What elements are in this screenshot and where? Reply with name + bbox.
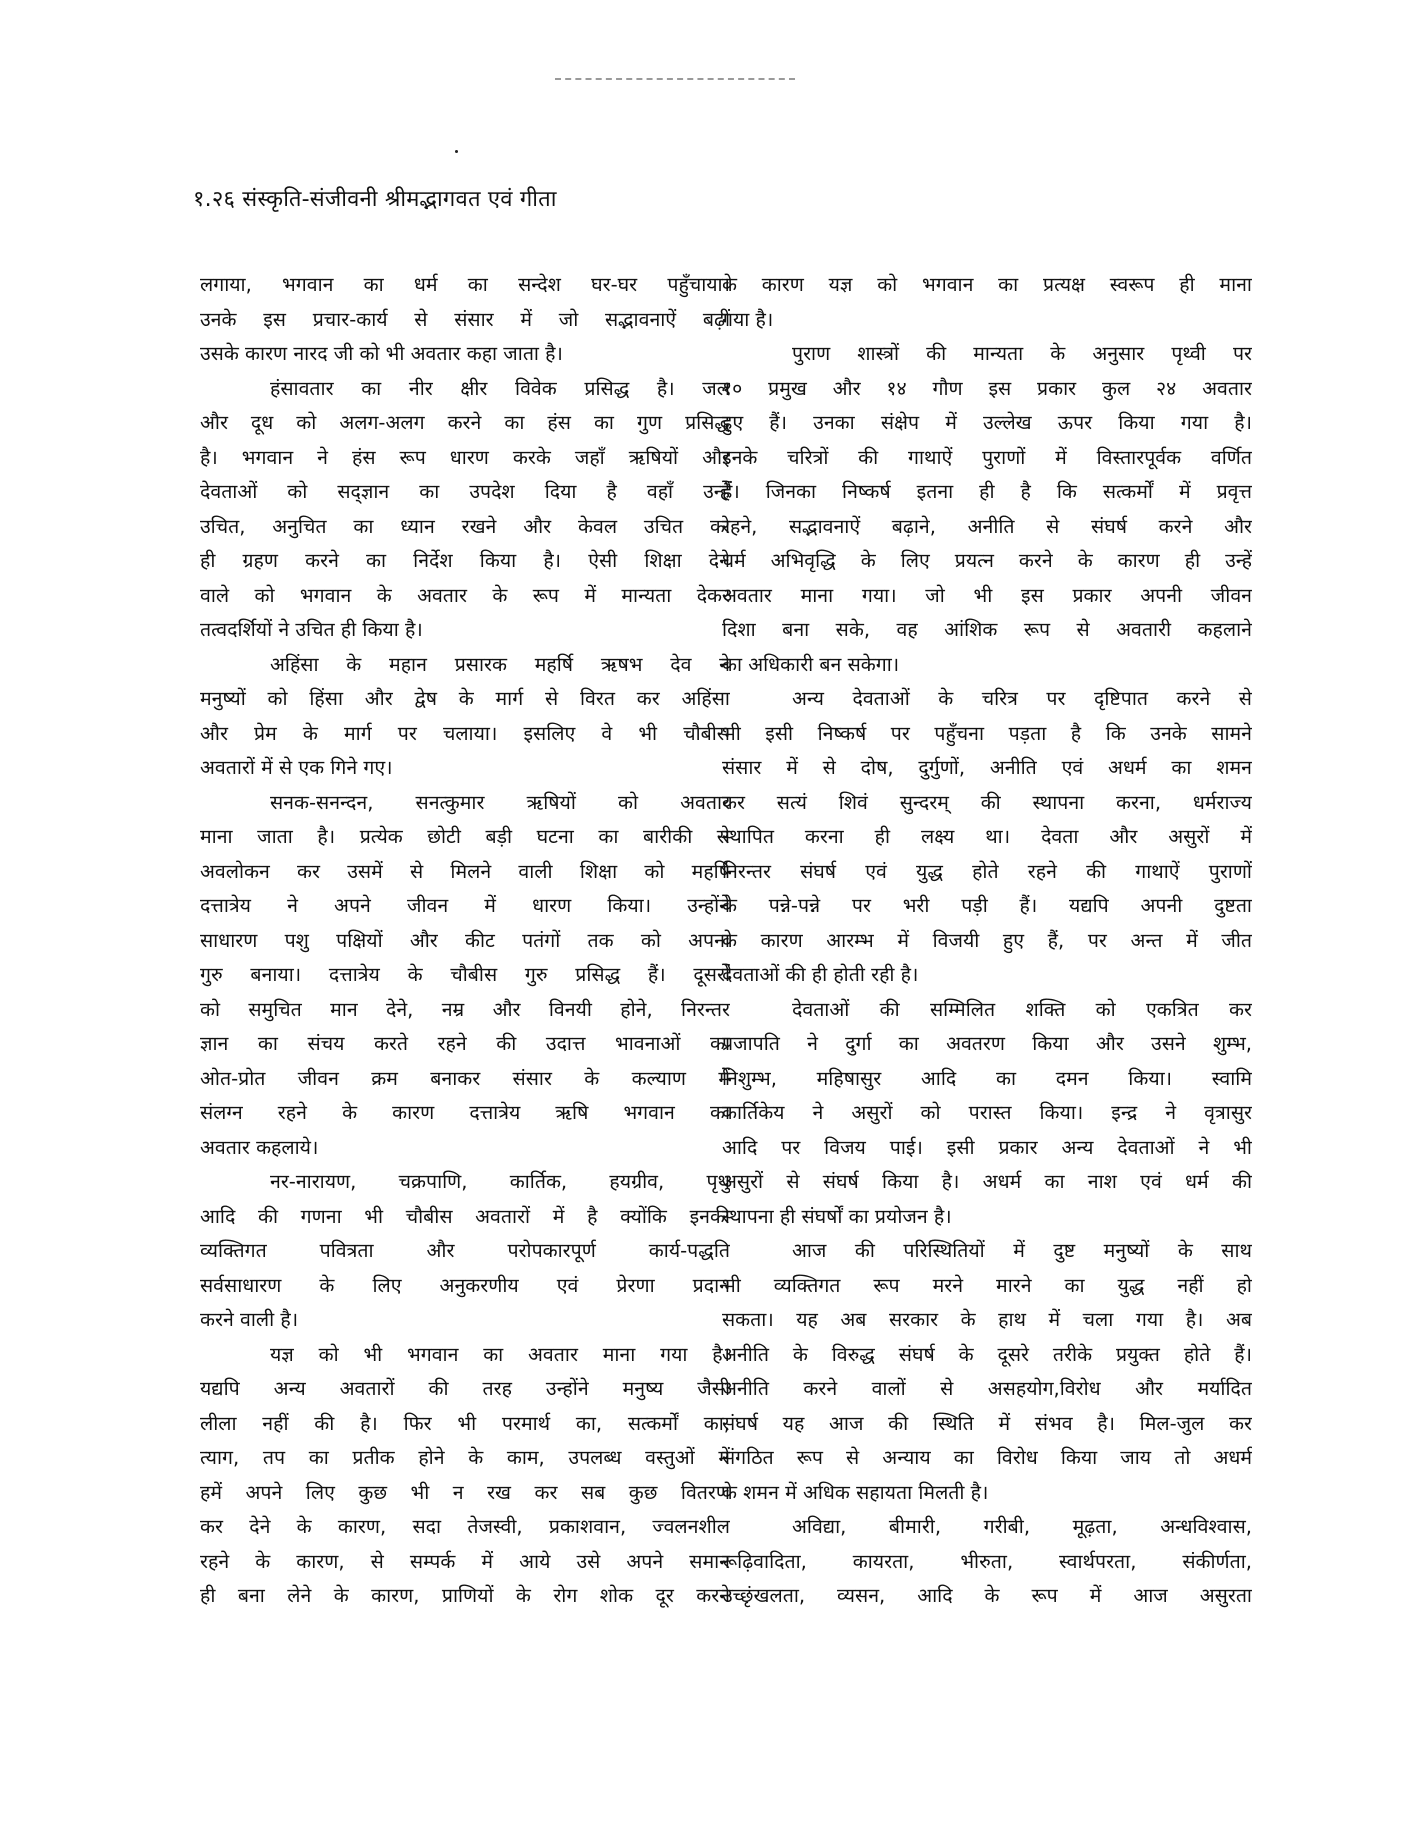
text-line: १० प्रमुख और १४ गौण इस प्रकार कुल २४ अवतार	[722, 376, 1252, 400]
paragraph-first-line: अन्य देवताओं के चरित्र पर दृष्टिपात करने से	[792, 687, 1252, 710]
scan-header-rule	[555, 78, 795, 80]
text-line: उनके इस प्रचार-कार्य से संसार में जो सद्भावनाऐं बढ़ीं	[200, 307, 730, 331]
text-line: संघर्ष यह आज की स्थिति में संभव है। मिल-जुल कर	[722, 1411, 1252, 1435]
text-line: मनुष्यों को हिंसा और द्वेष के मार्ग से विरत कर अहिंसा	[200, 687, 730, 710]
text-line: भी इसी निष्कर्ष पर पहुँचना पड़ता है कि उनके सामने	[722, 721, 1252, 745]
text-line: इनके चरित्रों की गाथाऐं पुराणों में विस्तारपूर्वक वर्णित	[722, 445, 1252, 469]
text-line: असुरों से संघर्ष किया है। अधर्म का नाश एवं धर्म की	[722, 1170, 1252, 1193]
paragraph-first-line: आज की परिस्थितियों में दुष्ट मनुष्यों के साथ	[792, 1239, 1252, 1262]
text-line: हमें अपने लिए कुछ भी न रख कर सब कुछ वितरण	[200, 1480, 730, 1504]
text-line: संसार में से दोष, दुर्गुणों, अनीति एवं अधर्म का शमन	[722, 756, 1252, 779]
paragraph-first-line: पुराण शास्त्रों की मान्यता के अनुसार पृथ्वी पर	[792, 342, 1252, 365]
text-line: त्याग, तप का प्रतीक होने के काम, उपलब्ध वस्तुओं में	[200, 1446, 730, 1469]
paragraph-first-line: अहिंसा के महान प्रसारक महर्षि ऋषभ देव ने	[270, 652, 730, 676]
text-line: माना जाता है। प्रत्येक छोटी बड़ी घटना का बारीकी से	[200, 825, 730, 848]
text-line: संगठित रूप से अन्याय का विरोध किया जाय तो अधर्म	[722, 1446, 1252, 1469]
paragraph-first-line: नर-नारायण, चक्रपाणि, कार्तिक, हयग्रीव, पृथु	[270, 1170, 730, 1193]
text-line: हैं। जिनका निष्कर्ष इतना ही है कि सत्कर्मों में प्रवृत्त	[722, 480, 1252, 503]
text-line: ही बना लेने के कारण, प्राणियों के रोग शोक दूर करने	[200, 1584, 730, 1607]
text-line: सकता। यह अब सरकार के हाथ में चला गया है। अब	[722, 1308, 1252, 1331]
text-line: अवलोकन कर उसमें से मिलने वाली शिक्षा को महर्षि	[200, 859, 730, 883]
text-line: हुए हैं। उनका संक्षेप में उल्लेख ऊपर किया गया है।	[722, 411, 1252, 434]
paragraph-first-line: सनक-सनन्दन, सनत्कुमार ऋषियों को अवतार	[270, 790, 730, 814]
text-line: उसके कारण नारद जी को भी अवतार कहा जाता है।	[200, 342, 563, 365]
paragraph-first-line: हंसावतार का नीर क्षीर विवेक प्रसिद्ध है। जल	[270, 376, 730, 400]
text-line: व्यक्तिगत पवित्रता और परोपकारपूर्ण कार्य-पद्धति	[200, 1239, 730, 1262]
text-line: सर्वसाधारण के लिए अनुकरणीय एवं प्रेरणा प्रदान	[200, 1273, 730, 1297]
text-line: गया है।	[722, 307, 774, 331]
paragraph-first-line: यज्ञ को भी भगवान का अवतार माना गया है।	[270, 1342, 730, 1366]
text-line: यद्यपि अन्य अवतारों की तरह उन्होंने मनुष्य जैसी	[200, 1377, 730, 1400]
text-line: के पन्ने-पन्ने पर भरी पड़ी हैं। यद्यपि अपनी दुष्टता	[722, 894, 1252, 917]
text-line: ज्ञान का संचय करते रहने की उदात्त भावनाओं का	[200, 1032, 730, 1055]
text-line: अवतार कहलाये।	[200, 1135, 319, 1159]
text-line: करने वाली है।	[200, 1308, 299, 1331]
text-line: उच्छृंखलता, व्यसन, आदि के रूप में आज असुरता	[722, 1584, 1252, 1607]
text-line: तत्वदर्शियों ने उचित ही किया है।	[200, 618, 423, 641]
text-line: धर्म अभिवृद्धि के लिए प्रयत्न करने के कारण ही उन्हें	[722, 549, 1252, 572]
text-line: प्रजापति ने दुर्गा का अवतरण किया और उसने शुम्भ,	[722, 1032, 1252, 1055]
text-line: कर सत्यं शिवं सुन्दरम् की स्थापना करना, धर्मराज्य	[722, 790, 1252, 814]
text-line: और प्रेम के मार्ग पर चलाया। इसलिए वे भी चौबीस	[200, 721, 730, 745]
text-line: स्थापित करना ही लक्ष्य था। देवता और असुरों में	[722, 825, 1252, 848]
text-line: लीला नहीं की है। फिर भी परमार्थ का, सत्कर्मों का,	[200, 1411, 730, 1435]
text-line: उचित, अनुचित का ध्यान रखने और केवल उचित को	[200, 514, 730, 538]
text-line: भी व्यक्तिगत रूप मरने मारने का युद्ध नहीं हो	[722, 1273, 1252, 1297]
text-line: के कारण आरम्भ में विजयी हुए हैं, पर अन्त में जीत	[722, 928, 1252, 952]
text-line: संलग्न रहने के कारण दत्तात्रेय ऋषि भगवान का	[200, 1101, 730, 1124]
scan-speck	[455, 150, 458, 153]
text-line: दत्तात्रेय ने अपने जीवन में धारण किया। उन्होंने	[200, 894, 730, 917]
text-line: है। भगवान ने हंस रूप धारण करके जहाँ ऋषियों और	[200, 445, 730, 469]
text-line: गुरु बनाया। दत्तात्रेय के चौबीस गुरु प्रसिद्ध हैं। दूसरों	[200, 963, 730, 986]
text-line: का अधिकारी बन सकेगा।	[722, 652, 900, 676]
text-line: स्थापना ही संघर्षों का प्रयोजन है।	[722, 1204, 952, 1228]
text-line: आदि की गणना भी चौबीस अवतारों में है क्योंकि इनकी	[200, 1204, 730, 1228]
text-line: वाले को भगवान के अवतार के रूप में मान्यता देकर	[200, 583, 730, 607]
text-line: के कारण यज्ञ को भगवान का प्रत्यक्ष स्वरूप ही माना	[722, 273, 1252, 296]
text-line: को समुचित मान देने, नम्र और विनयी होने, निरन्तर	[200, 997, 730, 1021]
text-line: अवतार माना गया। जो भी इस प्रकार अपनी जीवन	[722, 583, 1252, 607]
text-line: अवतारों में से एक गिने गए।	[200, 756, 393, 779]
paragraph-first-line: अविद्या, बीमारी, गरीबी, मूढ़ता, अन्धविश्वास,	[792, 1515, 1252, 1538]
text-column-left	[200, 268, 730, 1614]
text-line: देवताओं की ही होती रही है।	[722, 963, 919, 986]
text-line: अनीति करने वालों से असहयोग,विरोध और मर्यादित	[722, 1377, 1252, 1400]
text-line: निशुम्भ, महिषासुर आदि का दमन किया। स्वामि	[722, 1066, 1252, 1090]
text-line: रूढ़िवादिता, कायरता, भीरुता, स्वार्थपरता, संकीर्णता,	[722, 1549, 1252, 1573]
text-line: लगाया, भगवान का धर्म का सन्देश घर-घर पहुँचाया।	[200, 273, 730, 296]
text-line: ही ग्रहण करने का निर्देश किया है। ऐसी शिक्षा देने	[200, 549, 730, 572]
text-line: आदि पर विजय पाई। इसी प्रकार अन्य देवताओं ने भी	[722, 1135, 1252, 1159]
text-line: दिशा बना सके, वह आंशिक रूप से अवतारी कहलाने	[722, 618, 1252, 641]
running-head: १.२६ संस्कृति-संजीवनी श्रीमद्भागवत एवं गीता	[193, 187, 557, 212]
text-column-right	[722, 268, 1252, 1614]
text-line: कर देने के कारण, सदा तेजस्वी, प्रकाशवान, ज्वलनशील	[200, 1515, 730, 1538]
text-line: देवताओं को सद्ज्ञान का उपदेश दिया है वहाँ उन्हें	[200, 480, 730, 503]
text-line: अनीति के विरुद्ध संघर्ष के दूसरे तरीके प्रयुक्त होते हैं।	[722, 1342, 1252, 1366]
text-line: कार्तिकेय ने असुरों को परास्त किया। इन्द्र ने वृत्रासुर	[722, 1101, 1252, 1124]
text-line: साधारण पशु पक्षियों और कीट पतंगों तक को अपना	[200, 928, 730, 952]
text-line: रहने के कारण, से सम्पर्क में आये उसे अपने समान	[200, 1549, 730, 1573]
paragraph-first-line: देवताओं की सम्मिलित शक्ति को एकत्रित कर	[792, 997, 1252, 1021]
text-line: ओत-प्रोत जीवन क्रम बनाकर संसार के कल्याण में	[200, 1066, 730, 1090]
text-line: और दूध को अलग-अलग करने का हंस का गुण प्रसिद्ध	[200, 411, 730, 434]
text-line: रहने, सद्भावनाऐं बढ़ाने, अनीति से संघर्ष करने और	[722, 514, 1252, 538]
text-line: के शमन में अधिक सहायता मिलती है।	[722, 1480, 989, 1504]
text-line: निरन्तर संघर्ष एवं युद्ध होते रहने की गाथाऐं पुराणों	[722, 859, 1252, 883]
